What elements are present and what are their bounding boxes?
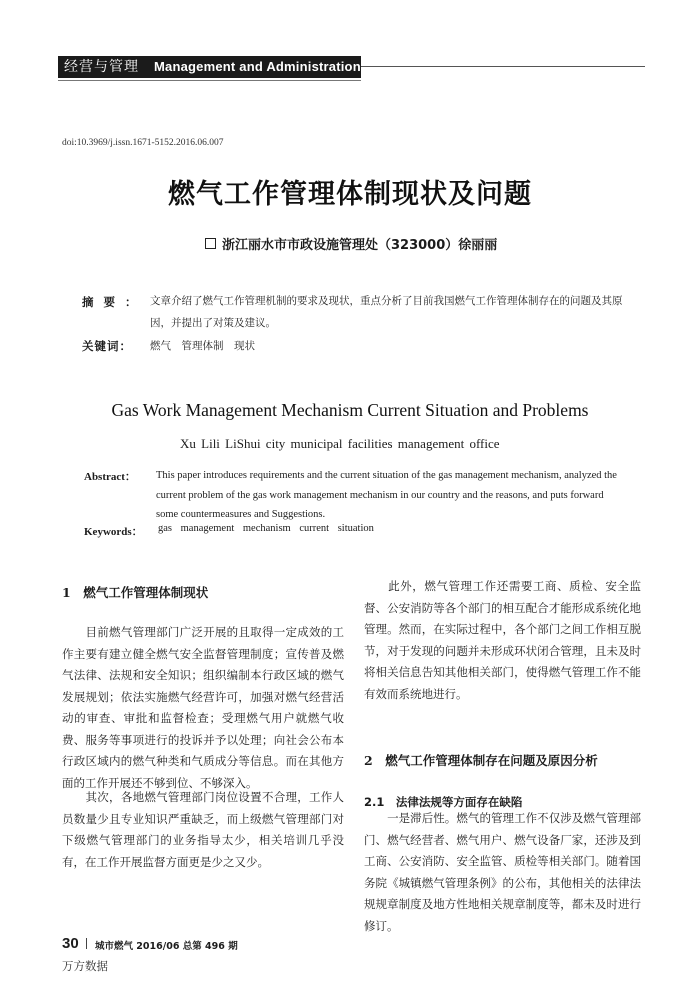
abstract-cn-label: 摘要：: [82, 295, 147, 309]
section-2-heading: 2 燃气工作管理体制存在问题及原因分析: [364, 753, 598, 768]
author-byline-text: 浙江丽水市市政设施管理处（323000）徐丽丽: [222, 238, 498, 253]
keywords-cn-label: 关键词：: [82, 339, 132, 353]
page-number: 30: [62, 935, 79, 952]
author-byline: [205, 234, 497, 253]
paragraph-4-text: 一是滞后性。燃气的管理工作不仅涉及燃气管理部门、燃气经营者、燃气用户、燃气设备厂家，还涉及到工商、公安消防、安全监管、质检等相关部门。随着国务院《城镇燃气管理条例》的公布，其他相关的法律法规规章制度及地方性地相关规章制度等，都未及时进行修订。: [364, 811, 642, 933]
section-header-en: Management and Administration: [154, 59, 361, 74]
keywords-en-label: Keywords：: [84, 526, 143, 538]
abstract-cn-text: 文章介绍了燃气工作管理机制的要求及现状，重点分析了目前我国燃气工作管理体制存在的问题及其原因，并提出了对策及建议。: [150, 295, 623, 329]
header-underline: [58, 80, 361, 81]
doi: doi:10.3969/j.issn.1671-5152.2016.06.007: [62, 138, 224, 148]
paragraph-3-text: 此外，燃气管理工作还需要工商、质检、安全监督、公安消防等各个部门的相互配合才能形成系统化地管理。然而，在实际过程中，各个部门之间工作相互脱节，对于发现的问题并未形成环状闭合管理，且未及时将相关信息告知其他相关部门，使得燃气管理工作不能有效而系统地进行。: [364, 579, 642, 701]
english-author: Xu Lili LiShui city municipal facilities management office: [180, 436, 500, 451]
abstract-en-label: Abstract：: [84, 471, 136, 483]
paragraph-2-text: 其次，各地燃气管理部门岗位设置不合理，工作人员数量少且专业知识严重缺乏，而上级燃气管理部门对下级燃气管理部门的业务指导太少，相关培训几乎没有，在工作开展监督方面更是少之又少。: [62, 790, 345, 869]
section-1-heading: 1 燃气工作管理体制现状: [62, 585, 209, 600]
abstract-en-text: This paper introduces requirements and the current situation of the gas management mechanism, analyzed the current problem of the gas work management mechanism in our country and the reasons, and puts forward some countermeasures and Suggestions.: [156, 470, 617, 520]
header-rule: [361, 66, 645, 67]
checkbox-square-icon: [205, 238, 216, 249]
paragraph-4: [364, 808, 641, 937]
wanfang-watermark: 万方数据: [62, 959, 108, 973]
journal-info: 城市燃气 2016/06 总第 496 期: [95, 941, 238, 952]
section-header-cn: 经营与管理: [64, 59, 139, 75]
paragraph-1-text: 目前燃气管理部门广泛开展的且取得一定成效的工作主要有建立健全燃气安全监督管理制度；宣传普及燃气法律、法规和安全知识；组织编制本行政区域的燃气发展规划；依法实施燃气经营许可，加强对燃气经营活动的审查、审批和监督检查；受理燃气用户就燃气收费、服务等事项进行的投诉并予以处理；向社会公布本行政区域内的燃气种类和气质成分等信息。而在其他方面的工作开展还不够到位、不够深入。: [62, 625, 345, 790]
paragraph-3: [364, 576, 641, 705]
footer-separator: [86, 938, 87, 949]
paragraph-2: [62, 787, 344, 873]
paragraph-1: [62, 622, 344, 794]
keywords-en-text: gas management mechanism current situation: [158, 523, 374, 534]
section-2-1-heading: 2.1 法律法规等方面存在缺陷: [364, 795, 523, 809]
english-title: Gas Work Management Mechanism Current Situation and Problems: [111, 400, 589, 420]
keywords-cn-text: 燃气 管理体制 现状: [150, 340, 255, 352]
article-title: 燃气工作管理体制现状及问题: [168, 179, 532, 210]
